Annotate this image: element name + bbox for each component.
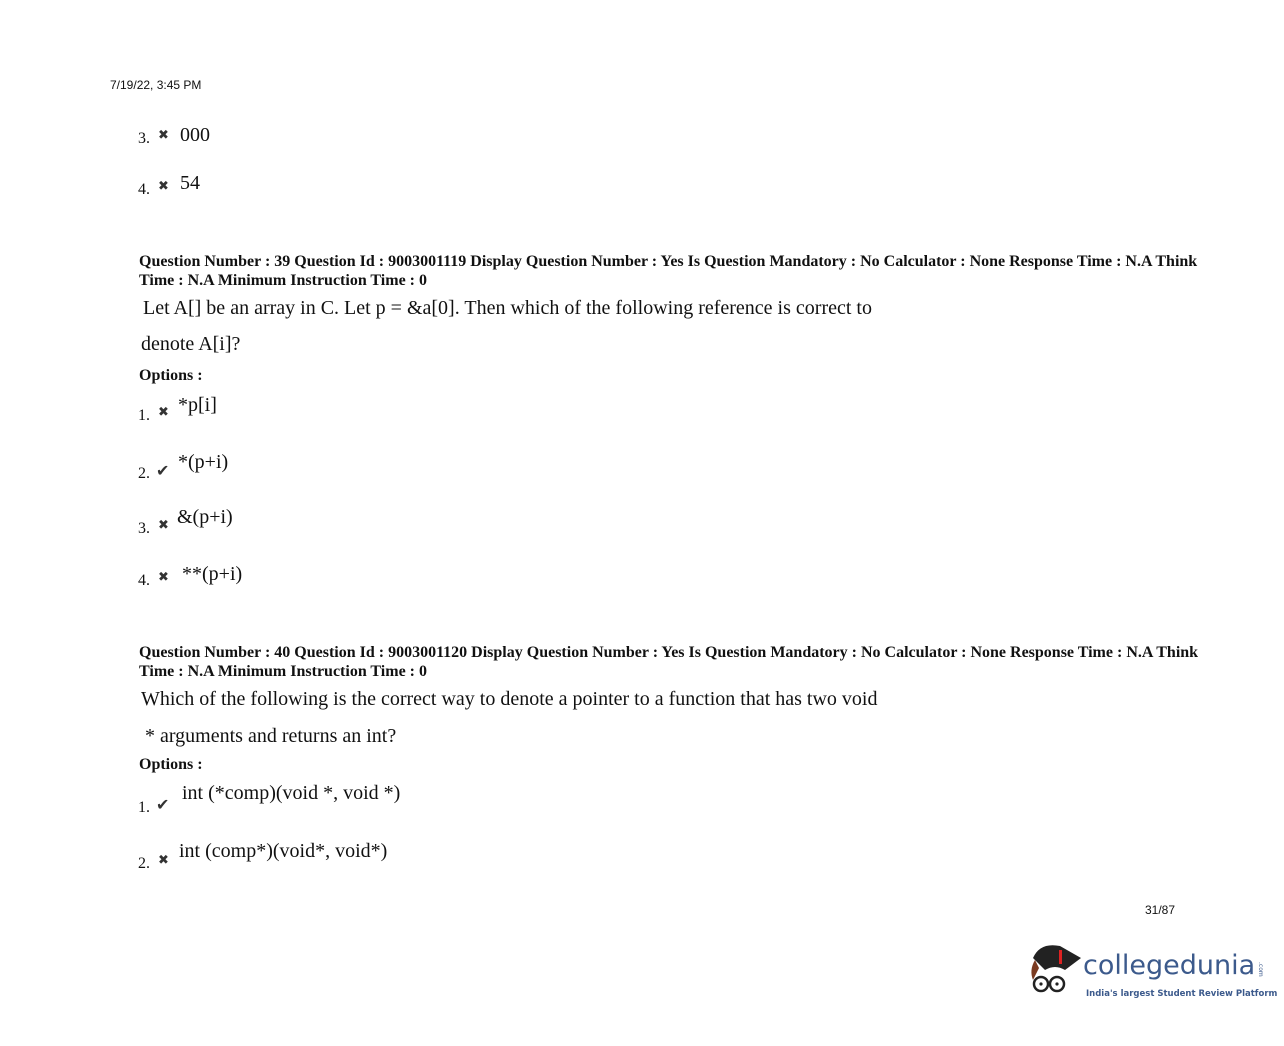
option-number: 3. bbox=[138, 130, 150, 147]
option-text: int (comp*)(void*, void*) bbox=[179, 840, 388, 862]
option-number: 4. bbox=[138, 181, 150, 198]
option-text: *(p+i) bbox=[178, 451, 229, 473]
question-meta: Question Number : 39 Question Id : 9003001119 Display Question Number : Yes Is Question Mandatory : No Calculator : None Response Time : N.A Think Time : N.A Minimum Instruction Time : 0 bbox=[139, 253, 1198, 289]
option-text: int (*comp)(void *, void *) bbox=[182, 782, 401, 804]
cross-icon: ✖ bbox=[158, 178, 169, 193]
question-text: denote A[i]? bbox=[141, 333, 241, 355]
logo-text: collegedunia bbox=[1083, 950, 1256, 981]
option-number: 3. bbox=[138, 520, 150, 537]
question-meta: Question Number : 40 Question Id : 9003001120 Display Question Number : Yes Is Question Mandatory : No Calculator : None Response Time : N.A Think Time : N.A Minimum Instruction Time : 0 bbox=[139, 644, 1199, 680]
mascot-icon bbox=[1025, 940, 1083, 1006]
option-text: 54 bbox=[180, 172, 200, 194]
question-text: Which of the following is the correct way to denote a pointer to a function that has two void bbox=[141, 688, 878, 710]
options-label: Options : bbox=[139, 367, 203, 384]
cross-icon: ✖ bbox=[158, 127, 169, 142]
question-text: * arguments and returns an int? bbox=[145, 725, 397, 747]
cross-icon: ✖ bbox=[158, 852, 169, 867]
logo-wordmark bbox=[1083, 950, 1264, 982]
option-text: *p[i] bbox=[178, 394, 217, 416]
option-number: 1. bbox=[138, 799, 150, 816]
logo-tagline: India's largest Student Review Platform bbox=[1086, 989, 1278, 999]
option-text: **(p+i) bbox=[182, 563, 243, 585]
page-number: 31/87 bbox=[1145, 903, 1176, 917]
option-text: &(p+i) bbox=[177, 506, 233, 528]
options-label: Options : bbox=[139, 756, 203, 773]
collegedunia-logo bbox=[1025, 940, 1284, 1010]
print-datetime: 7/19/22, 3:45 PM bbox=[110, 78, 202, 92]
option-number: 2. bbox=[138, 465, 150, 482]
cross-icon: ✖ bbox=[158, 404, 169, 419]
option-text: 000 bbox=[180, 124, 210, 146]
logo-suffix: .com bbox=[1257, 962, 1265, 977]
question-text: Let A[] be an array in C. Let p = &a[0]. Then which of the following reference is correct to bbox=[143, 297, 872, 319]
cross-icon: ✖ bbox=[158, 517, 169, 532]
option-number: 2. bbox=[138, 855, 150, 872]
cross-icon: ✖ bbox=[158, 569, 169, 584]
option-number: 1. bbox=[138, 407, 150, 424]
check-icon: ✔ bbox=[156, 797, 170, 814]
option-number: 4. bbox=[138, 572, 150, 589]
check-icon: ✔ bbox=[156, 463, 170, 480]
